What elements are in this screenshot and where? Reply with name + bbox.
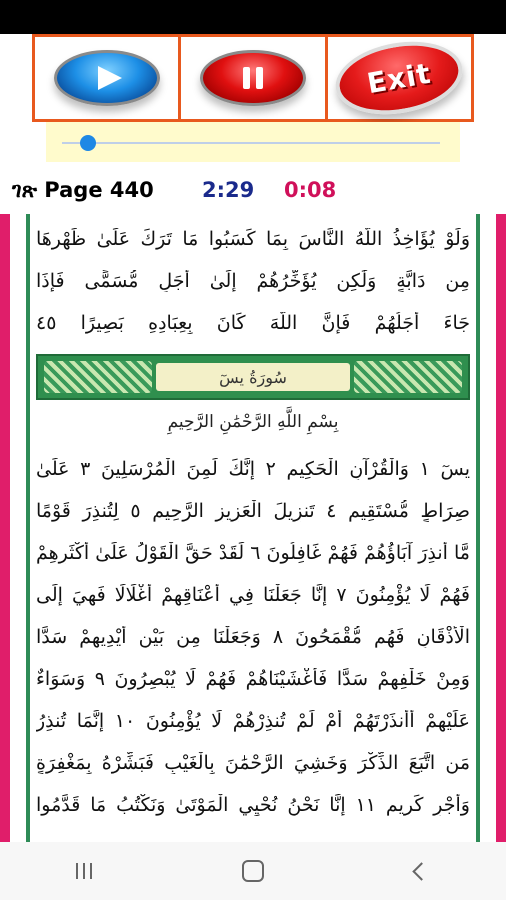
audio-progress-panel [46,122,460,162]
ornament-left [44,361,152,393]
home-button[interactable] [223,851,283,891]
basmala: بِسْمِ اللَّهِ الرَّحْمَٰنِ الرَّحِيمِ [167,412,339,432]
verse-line: فَهُمْ لَا يُؤْمِنُونَ ٧ إِنَّا جَعَلْنَا فِي أَعْنَاقِهِمْ أَغْلَالًا فَهِيَ إِلَى [36,584,470,606]
surah-header-banner [36,354,470,400]
page-prefix: ገጽ [12,178,37,202]
page-edge-right [496,214,506,842]
verse-line: عَلَيْهِمْ أَأَنذَرْتَهُمْ أَمْ لَمْ تُنذِرْهُمْ لَا يُؤْمِنُونَ ١٠ إِنَّمَا تُنذِرُ [36,710,470,732]
recent-apps-icon [76,863,92,879]
play-icon [98,66,122,90]
verse-line: مَّا أُنذِرَ آبَاؤُهُمْ فَهُمْ غَافِلُونَ ٦ لَقَدْ حَقَّ الْقَوْلُ عَلَىٰ أَكْثَرِهِمْ [36,542,470,564]
play-button[interactable] [54,50,160,106]
system-nav-bar [0,842,506,900]
pause-button[interactable] [200,50,306,106]
exit-button[interactable] [330,32,468,123]
remaining-time: 0:08 [284,178,337,202]
back-button[interactable] [392,851,452,891]
progress-slider-thumb[interactable] [80,135,96,151]
surah-title: سُورَةُ يسٓ [156,363,350,391]
verse-line: مِن دَابَّةٍ وَلَٰكِن يُؤَخِّرُهُمْ إِلَىٰ أَجَلٍ مُّسَمًّى فَإِذَا [36,270,470,292]
verse-line: وَلَوْ يُؤَاخِذُ اللَّهُ النَّاسَ بِمَا كَسَبُوا مَا تَرَكَ عَلَىٰ ظَهْرِهَا [36,228,470,250]
page-frame-left [26,214,30,842]
home-icon [242,860,264,882]
verse-line: يسٓ ١ وَالْقُرْآنِ الْحَكِيمِ ٢ إِنَّكَ لَمِنَ الْمُرْسَلِينَ ٣ عَلَىٰ [36,458,470,480]
elapsed-time: 2:29 [202,178,255,202]
verse-line: وَمِنْ خَلْفِهِمْ سَدًّا فَأَغْشَيْنَاهُمْ فَهُمْ لَا يُبْصِرُونَ ٩ وَسَوَاءٌ [36,668,470,690]
back-icon [412,862,430,880]
progress-track[interactable] [62,142,440,144]
verse-line: صِرَاطٍ مُّسْتَقِيمٍ ٤ تَنزِيلَ الْعَزِيزِ الرَّحِيمِ ٥ لِتُنذِرَ قَوْمًا [36,500,470,522]
media-controls [32,34,474,122]
pause-button-cell[interactable] [181,37,327,119]
ornament-right [354,361,462,393]
exit-button-cell[interactable] [328,37,471,119]
pause-icon [243,67,263,89]
verse-line: وَأَجْرٍ كَرِيمٍ ١١ إِنَّا نَحْنُ نُحْيِي الْمَوْتَىٰ وَنَكْتُبُ مَا قَدَّمُوا [36,794,470,816]
quran-page[interactable] [0,214,506,842]
page-frame-right [476,214,480,842]
playback-info [12,178,337,203]
page-edge-left [0,214,10,842]
exit-label: Exit [364,56,434,100]
page-label: Page 440 [44,178,154,202]
play-button-cell[interactable] [35,37,181,119]
verse-line: مَنِ اتَّبَعَ الذِّكْرَ وَخَشِيَ الرَّحْمَٰنَ بِالْغَيْبِ فَبَشِّرْهُ بِمَغْفِرَةٍ [36,752,470,774]
recent-apps-button[interactable] [54,851,114,891]
verse-line: جَاءَ أَجَلُهُمْ فَإِنَّ اللَّهَ كَانَ بِعِبَادِهِ بَصِيرًا ٤٥ [36,312,470,334]
verse-line: الْأَذْقَانِ فَهُم مُّقْمَحُونَ ٨ وَجَعَلْنَا مِن بَيْنِ أَيْدِيهِمْ سَدًّا [36,626,470,648]
status-bar [0,0,506,34]
